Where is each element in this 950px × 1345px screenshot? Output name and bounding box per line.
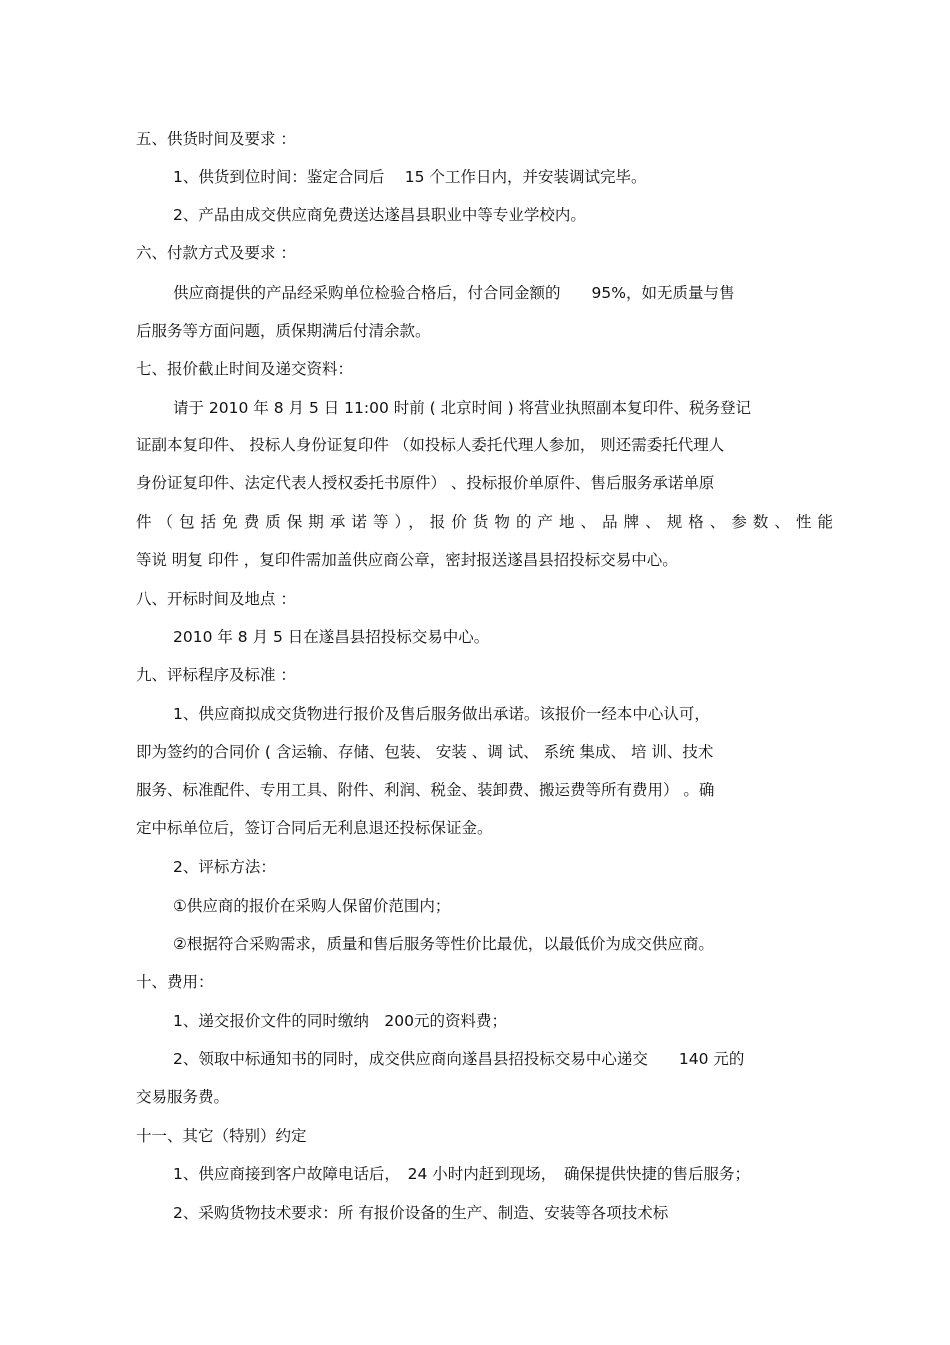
paragraph-line: 交易服务费。: [136, 1088, 230, 1106]
section-8-heading: 八、开标时间及地点 ：: [136, 590, 296, 608]
paragraph-line: 服务、标准配件、专用工具、附件、利润、税金、装卸费、搬运费等所有费用） 。确: [136, 781, 715, 799]
paragraph-line: 1、供应商拟成交货物进行报价及售后服务做出承诺。该报价一经本中心认可，: [173, 705, 710, 723]
paragraph-line: 即为签约的合同价 ( 含运输、存储、包装、 安装 、调 试、 系统 集成、 培 训、技术: [136, 743, 714, 761]
paragraph-line: 1、供货到位时间：鉴定合同后 15 个工作日内，并安装调试完毕。: [173, 168, 647, 186]
paragraph-line: 供应商提供的产品经采购单位检验合格后，付合同金额的 95%，如无质量与售: [173, 284, 735, 302]
paragraph-line: 件（包括免费质保期承诺等），报价货物的产地、品牌、规格、参数、性能: [136, 513, 833, 531]
paragraph-line: 请于 2010 年 8 月 5 日 11:00 时前 ( 北京时间 ) 将营业执照副本复印件、税务登记: [173, 399, 752, 417]
paragraph-line: 2、产品由成交供应商免费送达遂昌县职业中等专业学校内。: [173, 206, 586, 224]
paragraph-line: 1、供应商接到客户故障电话后， 24 小时内赶到现场， 确保提供快捷的售后服务；: [173, 1165, 751, 1183]
section-9-heading: 九、评标程序及标准 ：: [136, 666, 296, 684]
section-11-heading: 十一、其它（特别）约定: [136, 1127, 307, 1145]
section-7-heading: 七、报价截止时间及递交资料：: [136, 360, 354, 378]
paragraph-line: 证副本复印件、 投标人身份证复印件 （如投标人委托代理人参加， 则还需委托代理人: [136, 436, 725, 454]
paragraph-line: 定中标单位后，签订合同后无利息退还投标保证金。: [136, 819, 493, 837]
paragraph-line: 身份证复印件、法定代表人授权委托书原件） 、投标报价单原件、售后服务承诺单原: [136, 474, 715, 492]
section-10-heading: 十、费用：: [136, 973, 214, 991]
section-6-heading: 六、付款方式及要求 ：: [136, 244, 296, 262]
paragraph-line: ②根据符合采购需求，质量和售后服务等性价比最优，以最低价为成交供应商。: [173, 935, 714, 953]
paragraph-line: 1、递交报价文件的同时缴纳 200元的资料费；: [173, 1012, 507, 1030]
paragraph-line: 后服务等方面问题，质保期满后付清余款。: [136, 322, 431, 340]
paragraph-line: 2、采购货物技术要求：所 有报价设备的生产、制造、安装等各项技术标: [173, 1204, 669, 1222]
paragraph-line: 2、评标方法：: [173, 858, 276, 876]
section-5-heading: 五、供货时间及要求 ：: [136, 130, 296, 148]
paragraph-line: ①供应商的报价在采购人保留价范围内；: [173, 897, 451, 915]
paragraph-line: 2010 年 8 月 5 日在遂昌县招投标交易中心。: [173, 628, 490, 646]
paragraph-line: 等说 明复 印件 ，复印件需加盖供应商公章，密封报送遂昌县招投标交易中心。: [136, 551, 678, 569]
paragraph-line: 2、领取中标通知书的同时，成交供应商向遂昌县招投标交易中心递交 140 元的: [173, 1050, 745, 1068]
